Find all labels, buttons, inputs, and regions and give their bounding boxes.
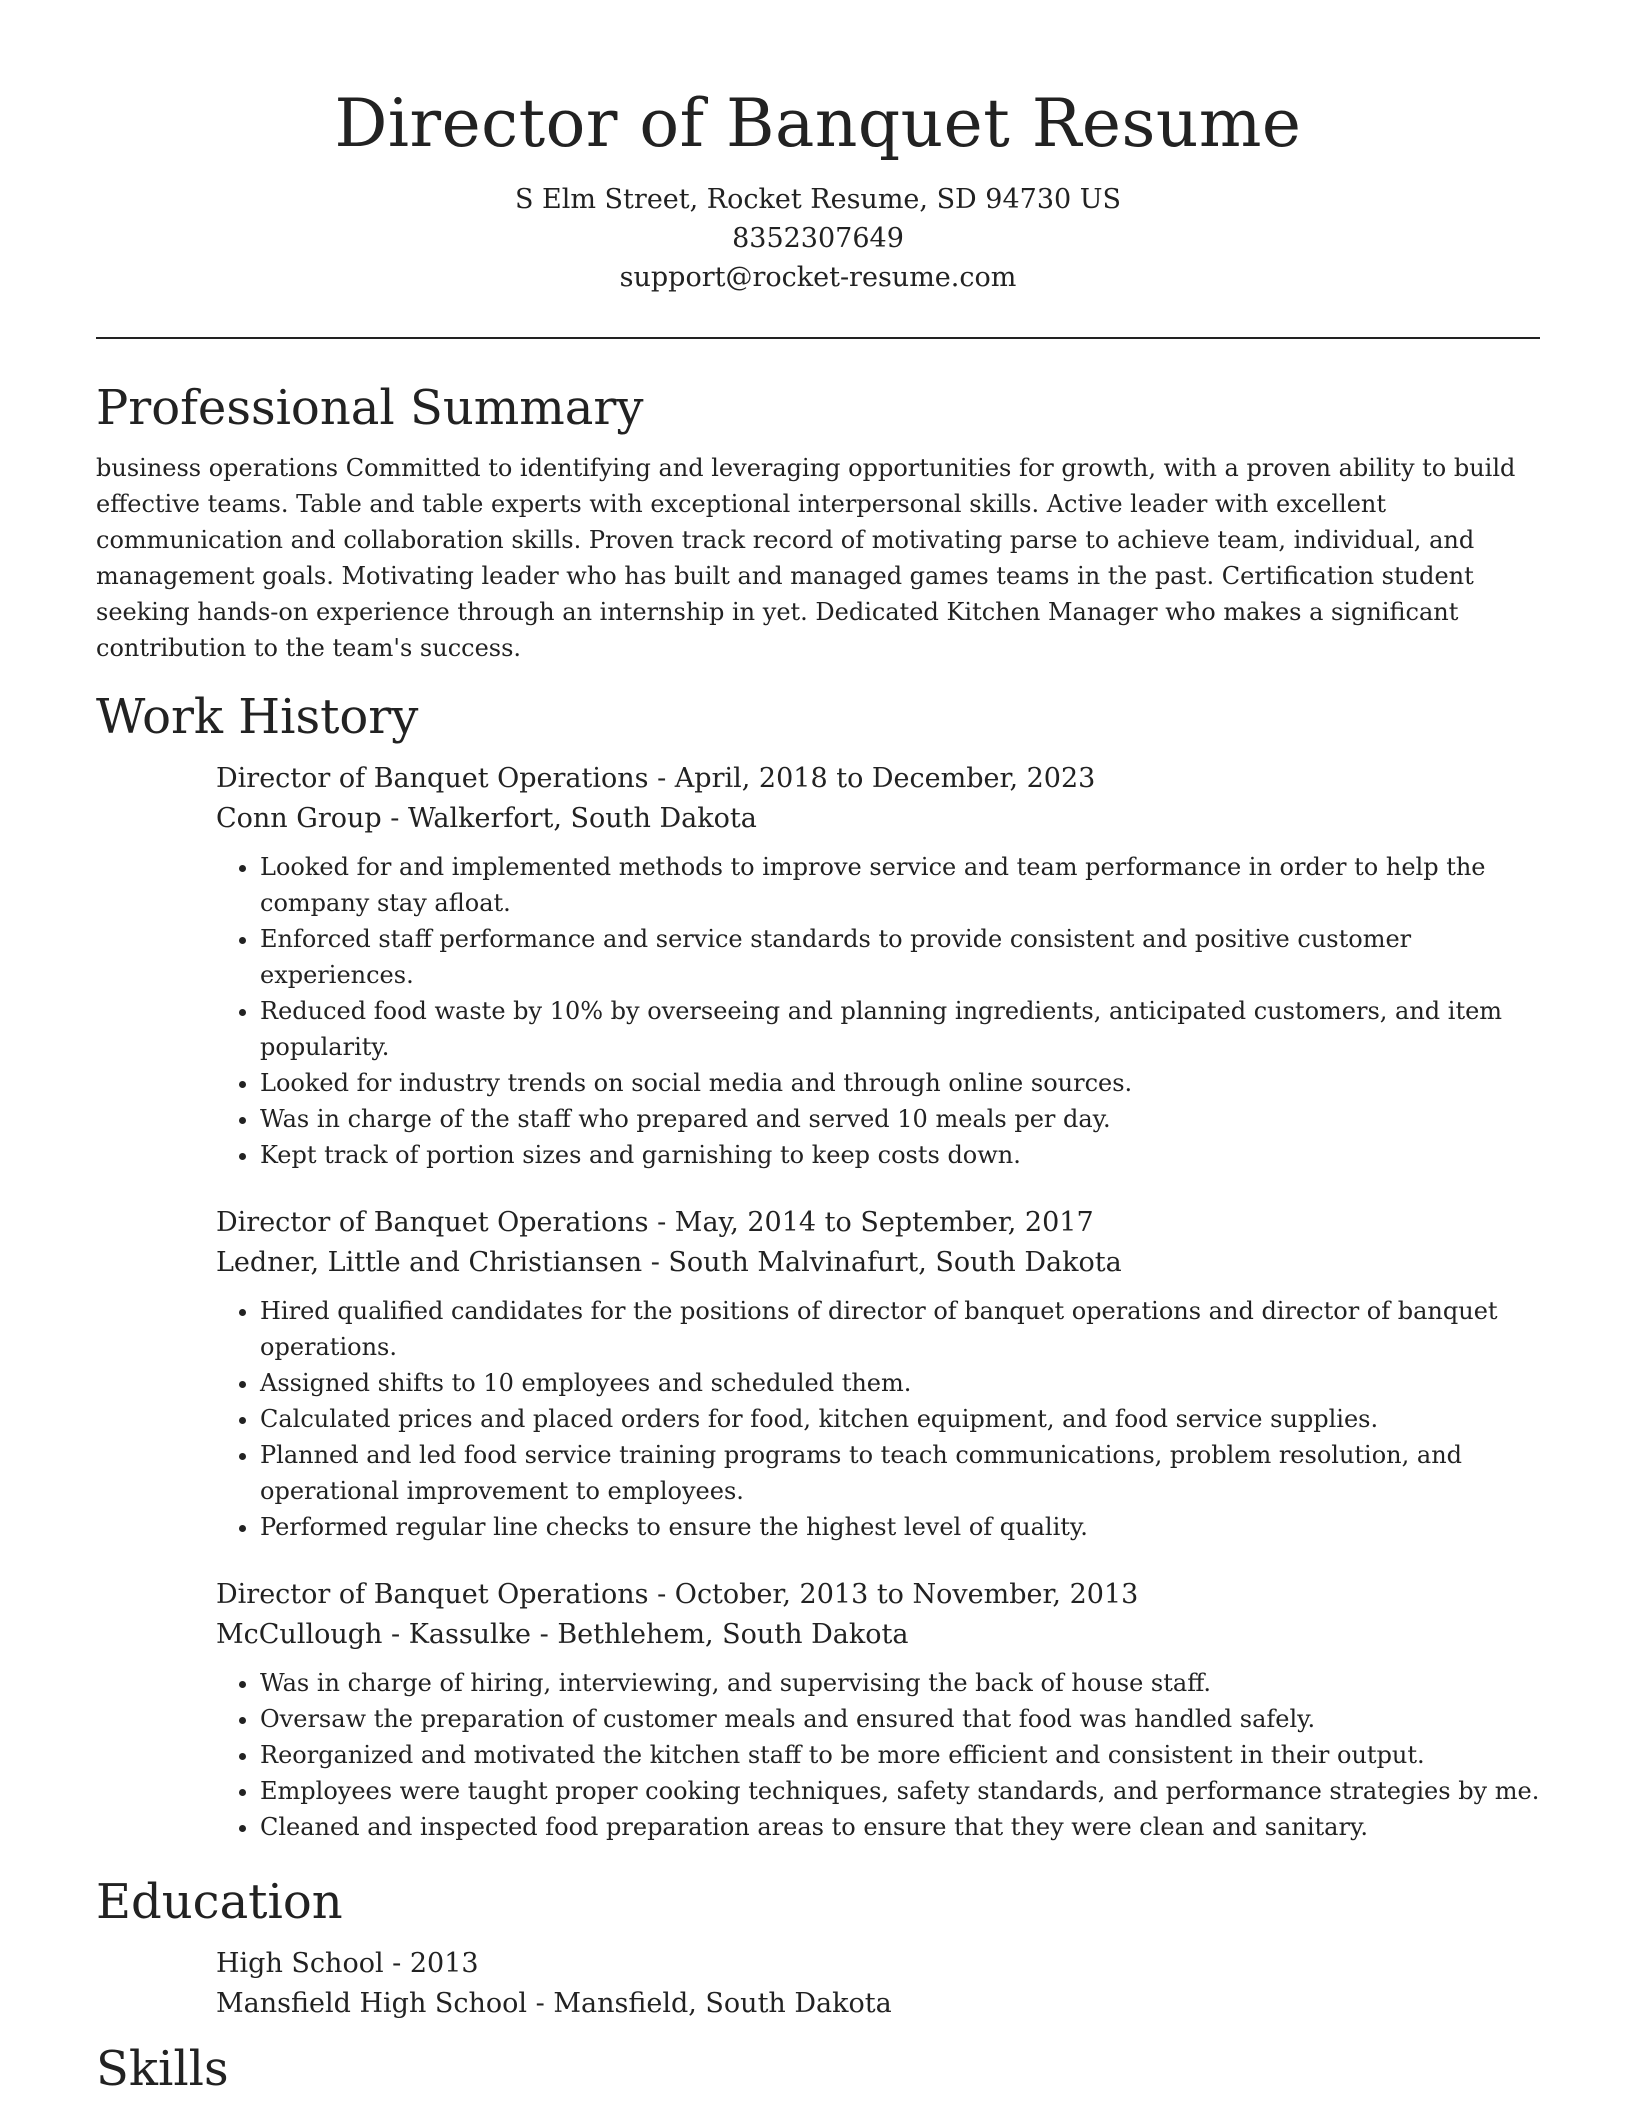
job-bullet-list [216,849,1540,1173]
summary-section [96,381,1540,666]
job-company-line [216,1615,1540,1655]
job-bullet: • Reduced food waste by 10% by overseeing and planning ingredients, anticipated customers, and item popularity. [260,993,1540,1065]
job-location: - South Malvinafurt, South Dakota [642,1247,1122,1279]
contact-address: S Elm Street, Rocket Resume, SD 94730 US [514,183,1122,215]
resume-header [96,0,1540,297]
job-entry [216,1203,1540,1545]
work-history-section [96,690,1540,1845]
job-dates: - October, 2013 to November, 2013 [648,1579,1139,1611]
job-bullet: • Cleaned and inspected food preparation areas to ensure that they were clean and sanitary. [260,1809,1540,1845]
job-bullet: • Assigned shifts to 10 employees and scheduled them. [260,1365,1540,1401]
job-company-line [216,799,1540,839]
summary-heading: Professional Summary [96,379,644,436]
job-bullet: • Looked for and implemented methods to improve service and team performance in order to help the company stay afloat. [260,849,1540,921]
job-bullet-list [216,1293,1540,1545]
skills-section [96,2042,1540,2097]
resume-title: Director of Banquet Resume [334,85,1302,162]
skills-heading: Skills [96,2041,229,2098]
education-section [96,1875,1540,2024]
job-bullet: • Kept track of portion sizes and garnishing to keep costs down. [260,1137,1540,1173]
contact-phone: 8352307649 [732,222,904,254]
job-location: - Walkerfort, South Dakota [381,803,757,835]
header-divider [96,337,1540,339]
job-entry [216,1575,1540,1845]
job-bullet: • Oversaw the preparation of customer meals and ensured that food was handled safely. [260,1701,1540,1737]
education-year: - 2013 [383,1948,479,1980]
education-school-line [216,1984,1540,2024]
education-degree: High School [216,1948,384,1980]
job-bullet: • Performed regular line checks to ensure the highest level of quality. [260,1509,1540,1545]
job-location: - Bethlehem, South Dakota [531,1619,909,1651]
contact-email: support@rocket-resume.com [619,261,1017,293]
job-title-line [216,1575,1540,1615]
education-school: Mansfield High School [216,1988,528,2020]
job-bullet: • Enforced staff performance and service standards to provide consistent and positive customer experiences. [260,921,1540,993]
work-history-heading: Work History [96,689,419,746]
job-dates: - April, 2018 to December, 2023 [648,763,1096,795]
education-degree-line [216,1944,1540,1984]
job-company: Ledner, Little and Christiansen [216,1247,643,1279]
job-dates: - May, 2014 to September, 2017 [648,1207,1094,1239]
resume-page [96,0,1540,2112]
section-spacer [96,2024,1540,2042]
job-title: Director of Banquet Operations [216,1579,649,1611]
job-company-line [216,1243,1540,1283]
job-bullet: • Planned and led food service training programs to teach communications, problem resolution, and operational improvement to employees. [260,1437,1540,1509]
job-title-line [216,1203,1540,1243]
job-title: Director of Banquet Operations [216,1207,649,1239]
job-bullet: • Was in charge of hiring, interviewing, and supervising the back of house staff. [260,1665,1540,1701]
job-company: Conn Group [216,803,382,835]
education-location: - Mansfield, South Dakota [527,1988,892,2020]
job-bullet: • Was in charge of the staff who prepared and served 10 meals per day. [260,1101,1540,1137]
job-title-line [216,759,1540,799]
job-entry [216,759,1540,1173]
education-entry [216,1944,1540,2024]
job-bullet: • Looked for industry trends on social media and through online sources. [260,1065,1540,1101]
summary-text: business operations Committed to identifying and leveraging opportunities for growth, with a proven ability to build effective teams. Table and table experts with exceptional interpersonal skills. Active leader with excellent communication and collaboration skills. Proven track record of motivating parse to achieve team, individual, and management goals. Motivating leader who has built and managed games teams in the past. Certification student seeking hands-on experience through an internship in yet. Dedicated Kitchen Manager who makes a significant contribution to the team's success. [96,454,1516,663]
job-bullet: • Employees were taught proper cooking techniques, safety standards, and performance strategies by me. [260,1773,1540,1809]
job-bullet: • Reorganized and motivated the kitchen staff to be more efficient and consistent in their output. [260,1737,1540,1773]
education-heading: Education [96,1874,343,1931]
job-bullet: • Calculated prices and placed orders for food, kitchen equipment, and food service supplies. [260,1401,1540,1437]
job-company: McCullough - Kassulke [216,1619,532,1651]
job-title: Director of Banquet Operations [216,763,649,795]
job-bullet: • Hired qualified candidates for the positions of director of banquet operations and director of banquet operations. [260,1293,1540,1365]
job-bullet-list [216,1665,1540,1845]
